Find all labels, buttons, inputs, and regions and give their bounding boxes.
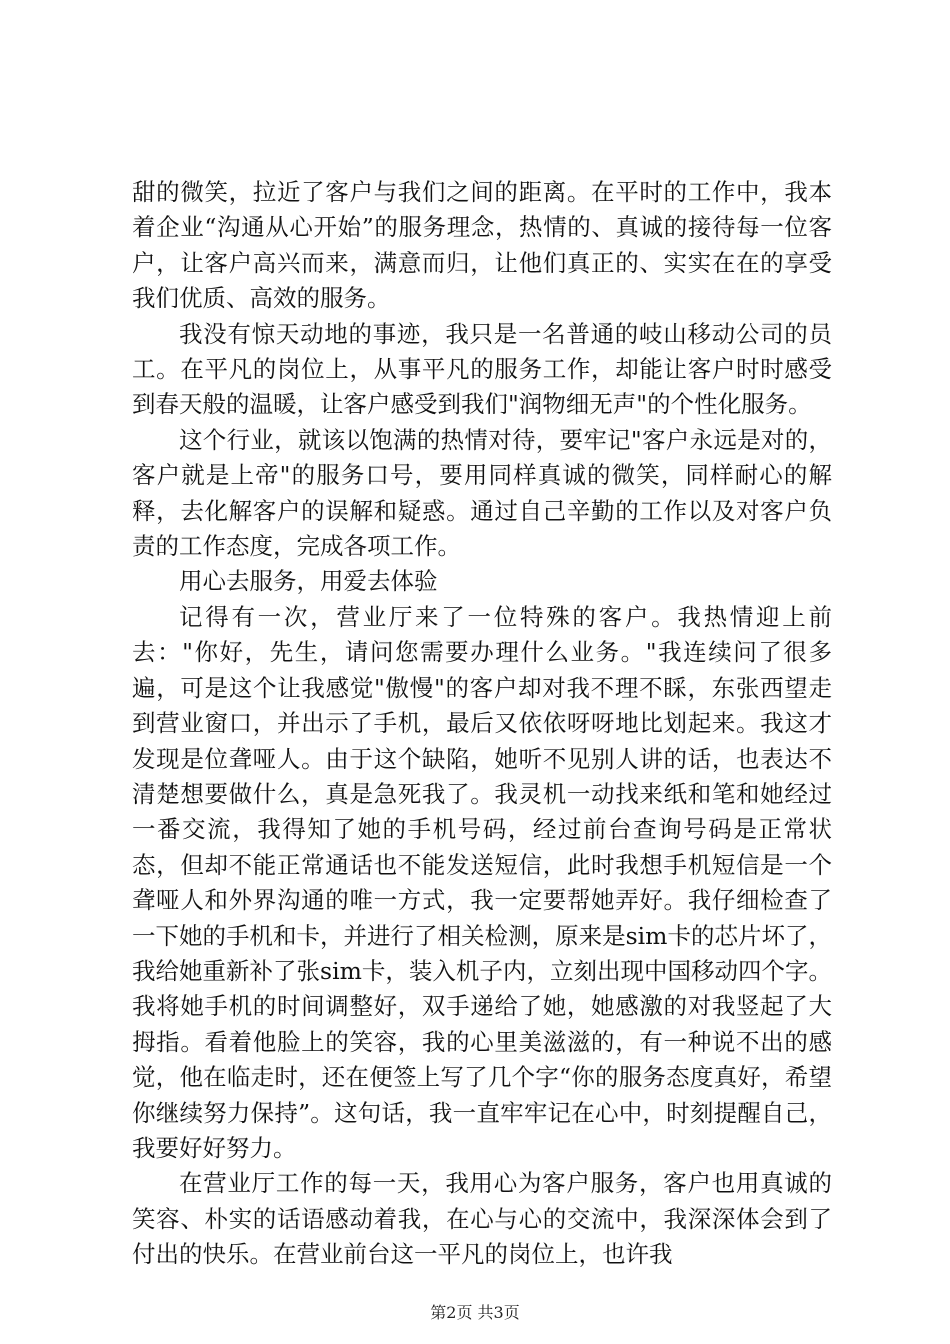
paragraph-2: 我没有惊天动地的事迹，我只是一名普通的岐山移动公司的员工。在平凡的岗位上，从事平凡的服务工作，却能让客户时时感受到春天般的温暖，让客户感受到我们"润物细无声"的个性化服务。 [132, 319, 832, 419]
paragraph-3: 这个行业，就该以饱满的热情对待，要牢记"客户永远是对的，客户就是上帝"的服务口号，要用同样真诚的微笑，同样耐心的解释，去化解客户的误解和疑惑。通过自己辛勤的工作以及对客户负责的工作态度，完成各项工作。 [132, 425, 832, 561]
paragraph-1: 甜的微笑，拉近了客户与我们之间的距离。在平时的工作中，我本着企业“沟通从心开始”的服务理念，热情的、真诚的接待每一位客户，让客户高兴而来，满意而归，让他们真正的、实实在在的享受我们优质、高效的服务。 [132, 178, 832, 313]
document-body [132, 175, 832, 1273]
page-number-footer: 第2页 共3页 [430, 1303, 520, 1322]
paragraph-5: 在营业厅工作的每一天，我用心为客户服务，客户也用真诚的笑容、朴实的话语感动着我，在心与心的交流中，我深深体会到了付出的快乐。在营业前台这一平凡的岗位上，也许我 [132, 1169, 832, 1269]
section-heading: 用心去服务，用爱去体验 [179, 567, 438, 596]
paragraph-4: 记得有一次，营业厅来了一位特殊的客户。我热情迎上前去："你好，先生，请问您需要办理什么业务。"我连续问了很多遍，可是这个让我感觉"傲慢"的客户却对我不理不睬，东张西望走到营业窗口，并出示了手机，最后又依依呀呀地比划起来。我这才发现是位聋哑人。由于这个缺陷，她听不见别人讲的话，也表达不清楚想要做什么，真是急死我了。我灵机一动找来纸和笔和她经过一番交流，我得知了她的手机号码，经过前台查询号码是正常状态，但却不能正常通话也不能发送短信，此时我想手机短信是一个聋哑人和外界沟通的唯一方式，我一定要帮她弄好。我仔细检查了一下她的手机和卡，并进行了相关检测，原来是sim卡的芯片坏了，我给她重新补了张sim卡，装入机子内，立刻出现中国移动四个字。我将她手机的时间调整好，双手递给了她，她感激的对我竖起了大拇指。看着他脸上的笑容，我的心里美滋滋的，有一种说不出的感觉，他在临走时，还在便签上写了几个字“你的服务态度真好，希望你继续努力保持”。这句话，我一直牢牢记在心中，时刻提醒自己，我要好好努力。 [132, 602, 832, 1162]
